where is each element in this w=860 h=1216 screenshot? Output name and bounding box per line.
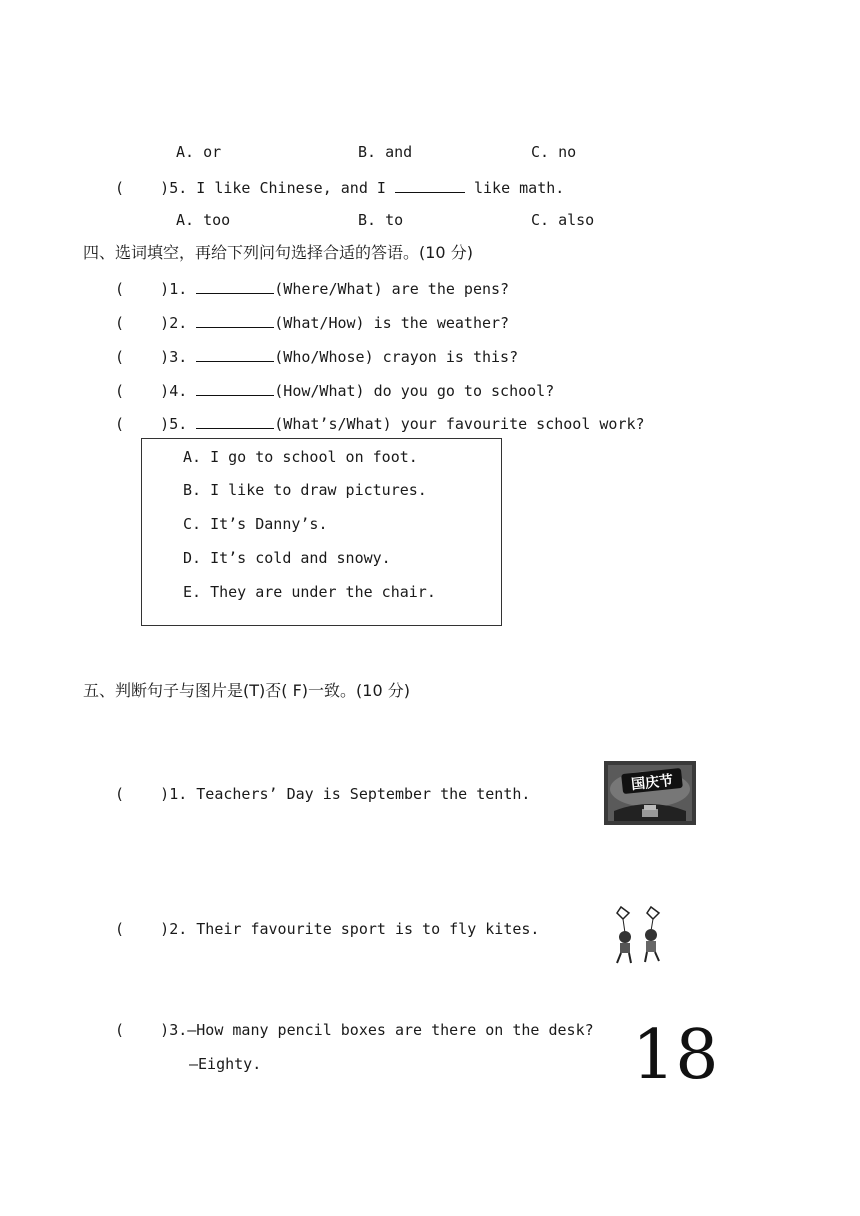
question-4-1: ( )1. (Where/What) are the pens? (115, 277, 509, 299)
option-c: C. also (531, 211, 595, 229)
answer-c: C. It’s Danny’s. (183, 515, 328, 533)
answer-d: D. It’s cold and snowy. (183, 549, 391, 567)
fill-blank[interactable] (196, 277, 274, 294)
section-heading-4: 四、选词填空，再给下列问句选择合适的答语。(10 分) (83, 243, 473, 262)
option-a: A. too (176, 211, 231, 229)
question-number: 5. (169, 179, 188, 197)
fill-blank[interactable] (395, 176, 465, 193)
question-4-4: ( )4. (How/What) do you go to school? (115, 379, 554, 401)
national-day-picture (604, 761, 696, 825)
answer-b: B. I like to draw pictures. (183, 481, 427, 499)
answer-a: A. I go to school on foot. (183, 448, 418, 466)
option-b: B. and (358, 143, 413, 161)
judge-item-2: ( )2. Their favourite sport is to fly kites. (115, 920, 540, 938)
question-4-2: ( )2. (What/How) is the weather? (115, 311, 509, 333)
question-3-5 (115, 176, 564, 198)
judge-item-3: ( )3.—How many pencil boxes are there on the desk? (115, 1021, 594, 1039)
option-b: B. to (358, 211, 404, 229)
fill-blank[interactable] (196, 379, 274, 396)
judge-item-1: ( )1. Teachers’ Day is September the tenth. (115, 785, 531, 803)
section-heading-5: 五、判断句子与图片是(T)否( F)一致。(10 分) (83, 681, 410, 700)
answer-paren: ( ) (115, 179, 170, 197)
question-text-before: I like Chinese, and I (196, 179, 386, 197)
question-text-after: like math. (474, 179, 565, 197)
picture-caption: 国庆节 (630, 772, 674, 794)
option-a: A. or (176, 143, 222, 161)
option-c: C. no (531, 143, 577, 161)
kite-flying-picture (609, 903, 669, 965)
judge-item-3-reply: —Eighty. (189, 1055, 262, 1073)
fill-blank[interactable] (196, 345, 274, 362)
fill-blank[interactable] (196, 311, 274, 328)
question-4-5: ( )5. (What’s/What) your favourite school work? (115, 412, 645, 434)
answer-e: E. They are under the chair. (183, 583, 436, 601)
question-4-3: ( )3. (Who/Whose) crayon is this? (115, 345, 518, 367)
number-picture: 18 (632, 1016, 719, 1095)
fill-blank[interactable] (196, 412, 274, 429)
